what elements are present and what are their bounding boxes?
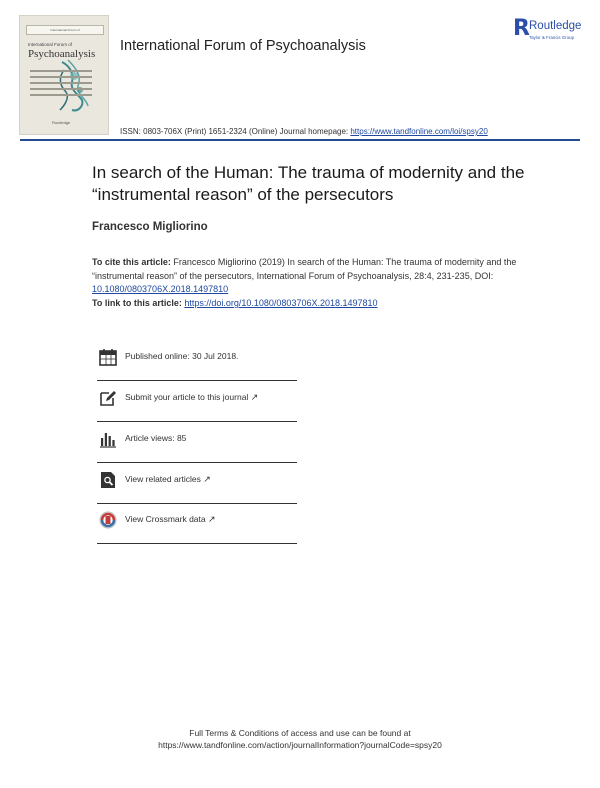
article-link-line — [92, 298, 378, 308]
info-divider — [97, 543, 297, 544]
journal-name: International Forum of Psychoanalysis — [120, 38, 366, 54]
issn-text: ISSN: 0803-706X (Print) 1651-2324 (Online) Journal homepage: — [120, 127, 351, 136]
header-divider — [20, 139, 580, 141]
calendar-icon — [99, 348, 117, 366]
article-doi-url[interactable]: https://doi.org/10.1080/0803706X.2018.1497810 — [184, 298, 378, 308]
cover-band — [26, 25, 104, 35]
cover-text-lines — [30, 70, 92, 110]
published-online-label: Published online: 30 Jul 2018. — [125, 351, 239, 361]
cover-band-text: International Forum of — [50, 28, 80, 32]
footer-terms — [0, 727, 600, 751]
article-views-row — [97, 421, 297, 461]
citation-text: Francesco Migliorino (2019) In search of the Human: The trauma of modernity and the “instrumental reason” of the persecutors, International Forum of Psychoanalysis, 28:4, 231-235, DOI: — [92, 257, 517, 281]
routledge-tagline: Taylor & Francis Group — [529, 35, 575, 40]
journal-homepage-link[interactable]: https://www.tandfonline.com/loi/spsy20 — [350, 127, 488, 136]
cover-publisher: Routledge — [52, 120, 71, 125]
published-online-row — [97, 339, 297, 379]
crossmark-row[interactable] — [97, 502, 297, 542]
citation-label: To cite this article: — [92, 257, 171, 267]
submit-icon — [99, 389, 117, 407]
cover-category: International Forum of — [28, 42, 73, 47]
footer-terms-link[interactable]: https://www.tandfonline.com/action/journalInformation?journalCode=spsy20 — [158, 740, 442, 750]
submit-article-row[interactable] — [97, 380, 297, 420]
cover-title: Psychoanalysis — [28, 48, 96, 60]
related-articles-row[interactable] — [97, 462, 297, 502]
related-articles-label: View related articles ↗ — [125, 474, 211, 484]
article-author: Francesco Migliorino — [92, 221, 208, 233]
article-views-label: Article views: 85 — [125, 433, 187, 443]
article-title: In search of the Human: The trauma of modernity and the “instrumental reason” of the persecutors — [92, 163, 525, 204]
routledge-r-icon: R — [513, 16, 530, 41]
journal-cover — [20, 16, 108, 134]
search-document-icon — [99, 471, 117, 489]
routledge-name: Routledge — [529, 20, 582, 32]
issn-line — [120, 127, 488, 136]
crossmark-label: View Crossmark data ↗ — [125, 514, 216, 524]
footer-line-1: Full Terms & Conditions of access and use can be found at — [189, 728, 411, 738]
routledge-logo[interactable] — [513, 18, 591, 48]
bar-chart-icon — [99, 430, 117, 448]
crossmark-icon — [99, 511, 117, 529]
citation-block — [92, 256, 542, 297]
submit-article-label: Submit your article to this journal ↗ — [125, 392, 259, 402]
link-label: To link to this article: — [92, 298, 182, 308]
citation-doi-link[interactable]: 10.1080/0803706X.2018.1497810 — [92, 284, 229, 294]
